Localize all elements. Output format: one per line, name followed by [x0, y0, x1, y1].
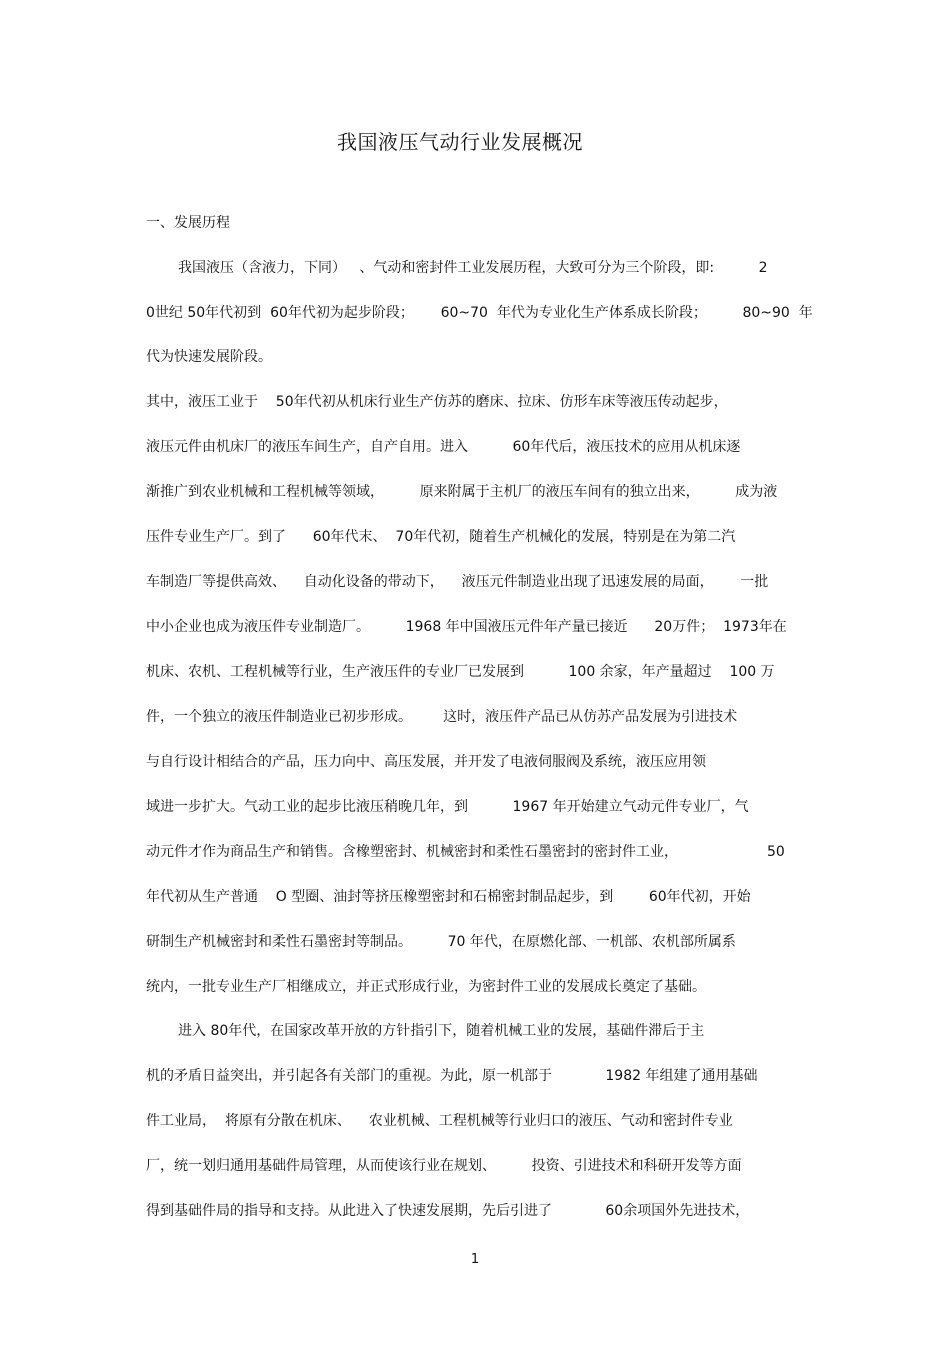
- page-number: 1: [470, 1252, 480, 1267]
- paragraph-line: 中小企业也成为液压件专业制造厂。 1968 年中国液压元件年产量已接近 20万件； 1973年在: [146, 619, 787, 635]
- paragraph-line: 统内，一批专业生产厂相继成立，并正式形成行业，为密封件工业的发展成长奠定了基础。: [146, 979, 706, 995]
- paragraph-line: 域进一步扩大。气动工业的起步比液压稍晚几年，到 1967 年开始建立气动元件专业厂，气: [146, 799, 749, 815]
- paragraph-line: 压件专业生产厂。到了 60年代末、 70年代初，随着生产机械化的发展，特别是在为第二汽: [146, 529, 736, 545]
- paragraph-line: 我国液压（含液力，下同） 、气动和密封件工业发展历程，大致可分为三个阶段，即: 2: [178, 260, 768, 276]
- paragraph-line: 得到基础件局的指导和支持。从此进入了快速发展期，先后引进了 60余项国外先进技术，: [146, 1203, 750, 1219]
- paragraph-line: 年代初从生产普通 O 型圈、油封等挤压橡塑密封和石棉密封制品起步，到 60年代初，开始: [146, 889, 751, 905]
- paragraph-line: 液压元件由机床厂的液压车间生产，自产自用。进入 60年代后，液压技术的应用从机床逐: [146, 439, 741, 455]
- document-title: 我国液压气动行业发展概况: [337, 130, 583, 154]
- paragraph-line: 与自行设计相结合的产品，压力向中、高压发展，并开发了电液伺服阀及系统，液压应用领: [146, 754, 706, 770]
- paragraph-line: 机的矛盾日益突出，并引起各有关部门的重视。为此，原一机部于 1982 年组建了通用基础: [146, 1068, 758, 1084]
- section-heading: 一、发展历程: [146, 215, 230, 231]
- paragraph-line: 厂，统一划归通用基础件局管理，从而使该行业在规划、 投资、引进技术和科研开发等方面: [146, 1158, 742, 1174]
- paragraph-line: 代为快速发展阶段。: [146, 349, 272, 365]
- paragraph-line: 动元件才作为商品生产和销售。含橡塑密封、机械密封和柔性石墨密封的密封件工业， 50: [146, 844, 785, 860]
- paragraph-line: 渐推广到农业机械和工程机械等领域， 原来附属于主机厂的液压车间有的独立出来， 成为液: [146, 484, 778, 500]
- paragraph-line: 件，一个独立的液压件制造业已初步形成。 这时，液压件产品已从仿苏产品发展为引进技术: [146, 709, 738, 725]
- paragraph-line: 进入 80年代，在国家改革开放的方针指引下，随着机械工业的发展，基础件滞后于主: [178, 1023, 705, 1039]
- paragraph-line: 机床、农机、工程机械等行业，生产液压件的专业厂已发展到 100 余家，年产量超过 100 万: [146, 664, 775, 680]
- paragraph-line: 0世纪 50年代初到 60年代初为起步阶段； 60~70 年代为专业化生产体系成长阶段； 80~90 年: [146, 305, 813, 321]
- paragraph-line: 件工业局， 将原有分散在机床、 农业机械、工程机械等行业归口的液压、气动和密封件专业: [146, 1113, 733, 1129]
- paragraph-line: 研制生产机械密封和柔性石墨密封等制品。 70 年代，在原燃化部、一机部、农机部所属系: [146, 934, 736, 950]
- paragraph-line: 其中，液压工业于 50年代初从机床行业生产仿苏的磨床、拉床、仿形车床等液压传动起步，: [146, 394, 728, 410]
- paragraph-line: 车制造厂等提供高效、 自动化设备的带动下， 液压元件制造业出现了迅速发展的局面， 一批: [146, 574, 769, 590]
